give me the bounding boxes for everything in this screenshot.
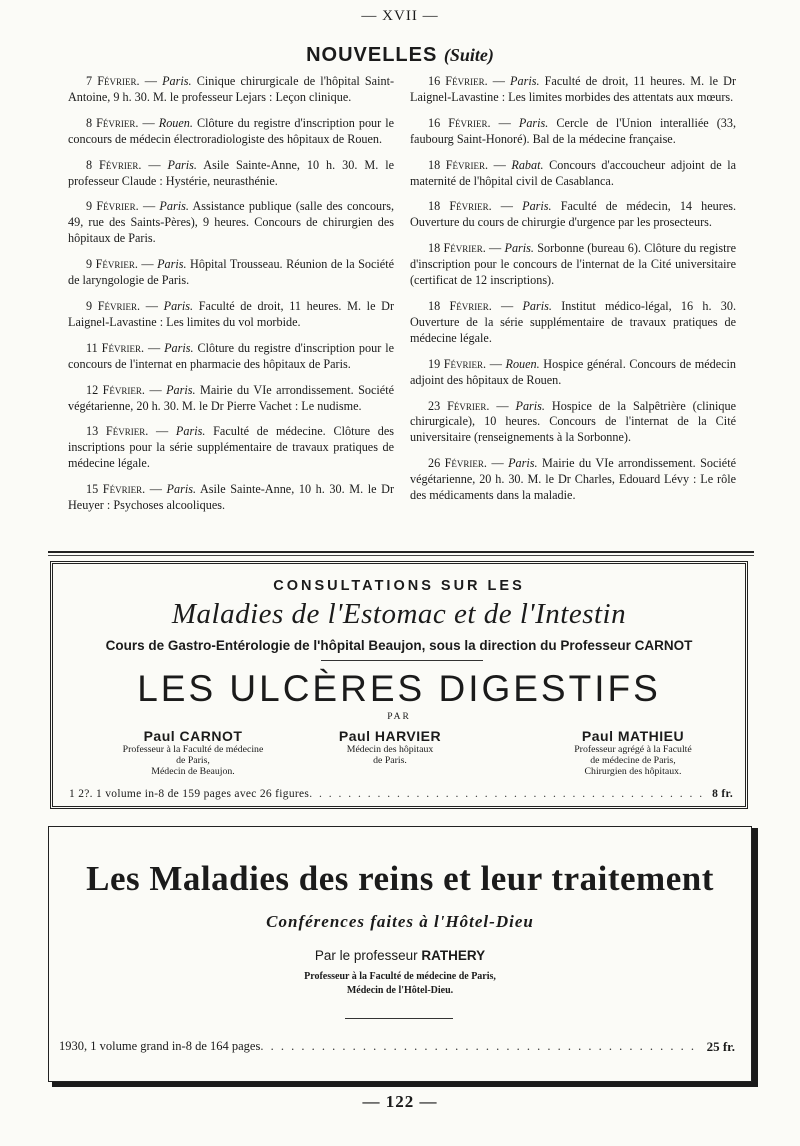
advertisement-maladies-des-reins	[48, 826, 752, 1082]
entry-text: Sorbonne (bureau 6). Clôture du registre d'inscription pour le concours de l'internat de la Cité universitaire (certificat de 12 inscriptions).	[410, 241, 737, 288]
ad-book-title: LES ULCÈRES DIGESTIFS	[137, 668, 661, 709]
section-title-suffix: (Suite)	[443, 45, 494, 65]
entry-city: Rabat.	[511, 157, 544, 172]
news-entry: 19 Février. — Rouen. Hospice général. Concours de médecin adjoint des hôpitaux de Rouen.	[410, 356, 737, 387]
entry-city: Paris.	[515, 398, 545, 413]
author-name: Paul CARNOT	[143, 728, 243, 744]
entry-city: Paris.	[163, 298, 194, 313]
entry-text: Asile Sainte-Anne, 10 h. 30. M. le professeur Claude : Hystérie, neurasthénie.	[68, 157, 395, 188]
entry-city: Paris.	[166, 382, 196, 397]
ad-separator	[345, 1018, 453, 1019]
page-number: — 122 —	[362, 1092, 438, 1111]
entry-city: Paris.	[510, 74, 540, 88]
dot-leader	[260, 1039, 700, 1055]
entry-date: 18 Février.	[428, 199, 492, 214]
entry-city: Paris.	[522, 298, 552, 313]
author-title-line: de médecine de Paris,	[590, 755, 676, 766]
entry-text: Cercle de l'Union interalliée (33, faubourg Saint-Honoré). Bal de la médecine française.	[410, 115, 737, 146]
entry-date: 23 Février.	[428, 398, 490, 413]
entry-date: 9 Février.	[86, 298, 141, 313]
author-title-line: de Paris.	[373, 755, 407, 766]
news-entry: 7 Février. — Paris. Cinique chirurgicale de l'hôpital Saint-Antoine, 9 h. 30. M. le professeur Lejars : Leçon clinique.	[68, 74, 395, 104]
news-entry: 9 Février. — Paris. Faculté de droit, 11 heures. M. le Dr Laignel-Lavastine : Les limites du vol morbide.	[68, 298, 395, 329]
entry-date: 18 Février.	[428, 298, 492, 313]
news-entry: 9 Février. — Paris. Hôpital Trousseau. Réunion de la Société de laryngologie de Paris.	[68, 257, 395, 288]
news-entry: 18 Février. — Rabat. Concours d'accoucheur adjoint de la maternité de l'hôpital civil de Casablanca.	[410, 157, 736, 188]
entry-text: Clôture du registre d'inscription pour le concours de l'internat en pharmacie des hôpitaux de Paris.	[68, 340, 394, 371]
column-bottom-rule-thin	[48, 555, 754, 556]
entry-date: 15 Février.	[86, 482, 146, 497]
news-entry: 16 Février. — Paris. Faculté de droit, 11 heures. M. le Dr Laignel-Lavastine : Les limites morbides des attentats aux mœurs.	[410, 74, 737, 104]
author-block	[83, 728, 303, 777]
entry-text: Mairie du VIe arrondissement. Société végétarienne, 20 h. 30. M. le Dr Pierre Vachet : Le nudisme.	[68, 382, 395, 413]
author-name: Paul MATHIEU	[581, 728, 685, 744]
author-name: RATHERY	[421, 948, 486, 963]
entry-date: 16 Février.	[428, 115, 491, 130]
entry-text: Asile Sainte-Anne, 10 h. 30. M. le Dr Heuyer : Psychoses alcooliques.	[68, 482, 394, 513]
entry-date: 9 Février.	[86, 257, 138, 272]
ad-title: Maladies de l'Estomac et de l'Intestin	[171, 598, 627, 630]
entry-date: 19 Février.	[428, 356, 487, 371]
ad-subtitle: Conférences faites à l'Hôtel-Dieu	[266, 912, 534, 931]
entry-date: 18 Février.	[428, 241, 486, 256]
entry-text: Cinique chirurgicale de l'hôpital Saint-Antoine, 9 h. 30. M. le professeur Lejars : Leçon clinique.	[68, 74, 395, 104]
entry-date: 18 Février.	[428, 157, 489, 172]
author-block	[280, 728, 500, 766]
author-title-line: Professeur à la Faculté de médecine	[122, 744, 264, 755]
news-entry: 16 Février. — Paris. Cercle de l'Union interalliée (33, faubourg Saint-Honoré). Bal de la médecine française.	[410, 115, 737, 146]
entry-city: Rouen.	[505, 356, 540, 371]
entry-text: Hôpital Trousseau. Réunion de la Société de laryngologie de Paris.	[68, 257, 395, 288]
ad-author-line	[49, 948, 751, 963]
ad-shadow	[52, 1082, 758, 1087]
column-bottom-rule	[48, 551, 754, 553]
roman-page-number: — XVII —	[361, 8, 439, 24]
entry-city: Paris.	[518, 115, 549, 130]
entry-date: 16 Février.	[428, 74, 488, 88]
entry-text: Hospice de la Salpêtrière (clinique chirurgicale), 10 heures. Concours de l'internat de la Cité universitaire (renseignements à la Sorbonne).	[410, 398, 737, 445]
entry-text: Faculté de droit, 11 heures. M. le Dr Laignel-Lavastine : Les limites morbides des attentats aux mœurs.	[410, 74, 737, 104]
entry-city: Paris.	[166, 482, 196, 497]
ad-footer	[59, 1039, 735, 1055]
news-entry: 18 Février. — Paris. Sorbonne (bureau 6). Clôture du registre d'inscription pour le concours de l'internat de la Cité universitaire (certificat de 12 inscriptions).	[410, 241, 737, 288]
section-title	[0, 44, 800, 67]
section-title-main: NOUVELLES	[306, 44, 438, 66]
entry-city: Rouen.	[158, 115, 193, 130]
author-title-line: Professeur à la Faculté de médecine de Paris,	[304, 971, 496, 982]
entry-date: 26 Février.	[428, 456, 487, 471]
ad-by-label: PAR	[387, 712, 411, 722]
author-title-line: Médecin de l'Hôtel-Dieu.	[346, 985, 454, 996]
author-title-line: Médecin des hôpitaux	[346, 744, 434, 755]
ad-footer	[69, 788, 733, 800]
advertisement-ulceres-digestifs	[50, 561, 748, 809]
entry-text: Faculté de droit, 11 heures. M. le Dr Laignel-Lavastine : Les limites du vol morbide.	[68, 298, 395, 329]
news-entry: 8 Février. — Rouen. Clôture du registre d'inscription pour le concours de médecin électroradiologiste des hôpitaux de Rouen.	[68, 115, 395, 146]
entry-text: Institut médico-légal, 16 h. 30. Ouverture de la série supplémentaire de travaux pratiques de médecine légale.	[410, 298, 737, 345]
dot-leader	[309, 788, 706, 800]
entry-date: 13 Février.	[86, 424, 149, 439]
author-title-line: Chirurgien des hôpitaux.	[584, 766, 682, 777]
news-entry: 9 Février. — Paris. Assistance publique (salle des concours, 49, rue des Saints-Pères), 9 heures. Concours de chirurgien des hôpitaux de Paris.	[68, 199, 394, 246]
ad-separator	[321, 660, 483, 661]
author-block	[523, 728, 743, 777]
author-name: Paul HARVIER	[338, 728, 442, 744]
entry-date: 7 Février.	[86, 74, 140, 88]
entry-date: 8 Février.	[86, 157, 142, 172]
news-entry: 23 Février. — Paris. Hospice de la Salpêtrière (clinique chirurgicale), 10 heures. Concours de l'internat de la Cité universitaire (renseignements à la Sorbonne).	[410, 398, 737, 445]
entry-date: 9 Février.	[86, 199, 139, 214]
entry-city: Paris.	[175, 424, 206, 439]
entry-city: Paris.	[157, 257, 187, 272]
entry-date: 8 Février.	[86, 115, 139, 130]
entry-city: Paris.	[162, 74, 192, 88]
entry-text: Mairie du VIe arrondissement. Société végétarienne, 20 h. 30. M. le Dr Charles, Edouard Lévy : Le rôle des médicaments dans la maladie.	[410, 456, 737, 503]
news-entry: 18 Février. — Paris. Faculté de médecin, 14 heures. Ouverture du cours de chirurgie d'urgence par les prosecteurs.	[410, 199, 737, 230]
entry-city: Paris.	[159, 199, 189, 214]
ad-price: 25 fr.	[706, 1039, 735, 1054]
author-title-line: Médecin de Beaujon.	[151, 766, 235, 777]
entry-text: Faculté de médecin, 14 heures. Ouverture du cours de chirurgie d'urgence par les prosecteurs.	[410, 199, 737, 230]
ad-subtitle: Cours de Gastro-Entérologie de l'hôpital Beaujon, sous la direction du Professeur CARNOT	[105, 638, 693, 653]
entry-text: Assistance publique (salle des concours, 49, rue des Saints-Pères), 9 heures. Concours de chirurgien des hôpitaux de Paris.	[68, 199, 394, 246]
ad-shadow	[752, 828, 758, 1086]
entry-text: Faculté de médecine. Clôture des inscriptions pour la série supplémentaire de travaux pratiques de médecine légale.	[68, 424, 395, 471]
entry-city: Paris.	[522, 199, 552, 214]
news-entry: 15 Février. — Paris. Asile Sainte-Anne, 10 h. 30. M. le Dr Heuyer : Psychoses alcooliques.	[68, 482, 394, 513]
ad-kicker: CONSULTATIONS SUR LES	[273, 578, 525, 594]
entry-city: Paris.	[504, 241, 534, 256]
author-title-line: de Paris,	[176, 755, 210, 766]
entry-date: 12 Février.	[86, 382, 145, 397]
entry-text: Concours d'accoucheur adjoint de la maternité de l'hôpital civil de Casablanca.	[410, 157, 736, 188]
entry-text: Hospice général. Concours de médecin adjoint des hôpitaux de Rouen.	[410, 356, 737, 387]
news-entry: 11 Février. — Paris. Clôture du registre d'inscription pour le concours de l'internat en pharmacie des hôpitaux de Paris.	[68, 340, 394, 371]
news-entry: 26 Février. — Paris. Mairie du VIe arrondissement. Société végétarienne, 20 h. 30. M. le Dr Charles, Edouard Lévy : Le rôle des médicaments dans la maladie.	[410, 456, 737, 503]
ad-price: 8 fr.	[712, 788, 733, 800]
news-column-right	[410, 74, 736, 514]
author-title-line: Professeur agrégé à la Faculté	[574, 744, 692, 755]
entry-text: Clôture du registre d'inscription pour le concours de médecin électroradiologiste des hôpitaux de Rouen.	[68, 115, 395, 146]
news-entry: 18 Février. — Paris. Institut médico-légal, 16 h. 30. Ouverture de la série supplémentaire de travaux pratiques de médecine légale.	[410, 298, 737, 345]
news-entry: 13 Février. — Paris. Faculté de médecine. Clôture des inscriptions pour la série supplémentaire de travaux pratiques de médecine légale.	[68, 424, 395, 471]
ad-volume-info: 1930, 1 volume grand in-8 de 164 pages	[59, 1039, 261, 1053]
ad-by-label: Par le professeur	[314, 948, 418, 963]
entry-city: Paris.	[164, 340, 194, 355]
news-column-left	[68, 74, 394, 524]
news-entry: 8 Février. — Paris. Asile Sainte-Anne, 10 h. 30. M. le professeur Claude : Hystérie, neurasthénie.	[68, 157, 395, 188]
news-entry: 12 Février. — Paris. Mairie du VIe arrondissement. Société végétarienne, 20 h. 30. M. le Dr Pierre Vachet : Le nudisme.	[68, 382, 395, 413]
entry-date: 11 Février.	[86, 340, 144, 355]
ad-volume-info: 1 2?. 1 volume in-8 de 159 pages avec 26 figures	[69, 788, 310, 800]
entry-city: Paris.	[508, 456, 538, 471]
entry-city: Paris.	[167, 157, 197, 172]
ad-title: Les Maladies des reins et leur traitement	[86, 859, 714, 898]
